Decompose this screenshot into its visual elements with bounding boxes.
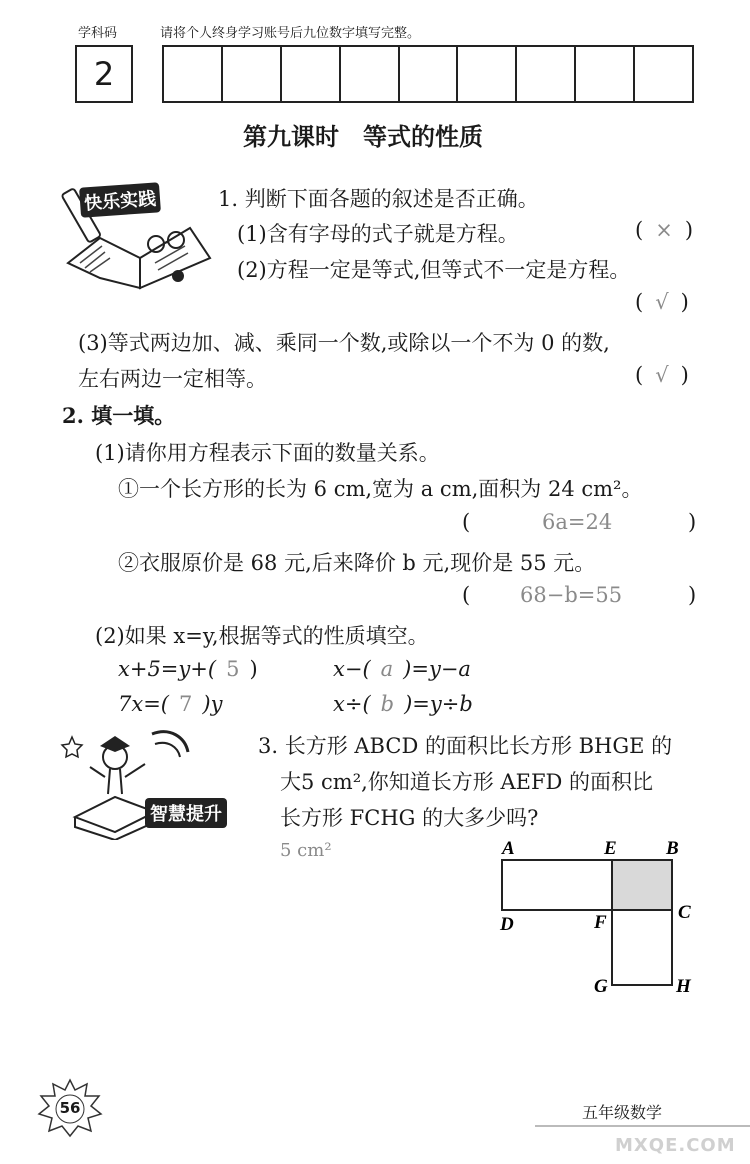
q3-line3: 长方形 FCHG 的大多少吗? (280, 806, 539, 830)
q2-eq1: x+5=y+( 5 ) (118, 657, 258, 681)
label-a: A (502, 838, 515, 859)
account-digit-box[interactable] (341, 47, 400, 101)
q2-a-answer[interactable]: 6a=24 (542, 510, 613, 534)
q2-eq2-answer[interactable]: a (380, 657, 394, 681)
q2-a-answer-group: ( 6a=24 ) (462, 510, 697, 534)
q1-s1-answer[interactable]: × (655, 218, 673, 242)
q2-eq2: x−( a )=y−a (333, 657, 471, 681)
footer-grade-subject: 五年级数学 (582, 1103, 663, 1122)
account-digit-box[interactable] (517, 47, 576, 101)
footer-watermark: MXQE.COM (615, 1135, 736, 1156)
wisdom-logo: 智慧提升 (145, 798, 227, 828)
q2-eq4: x÷( b )=y÷b (333, 692, 473, 716)
q2-p2: (2)如果 x=y,根据等式的性质填空。 (95, 624, 429, 648)
account-digit-box[interactable] (282, 47, 341, 101)
q1-s1: (1)含有字母的式子就是方程。 (237, 222, 519, 246)
label-f: F (594, 912, 607, 933)
q1-s3-line2: 左右两边一定相等。 (78, 367, 267, 391)
account-digit-box[interactable] (164, 47, 223, 101)
shaded-square-ebcf (612, 860, 672, 910)
q3-line2: 大5 cm²,你知道长方形 AEFD 的面积比 (280, 770, 654, 794)
q2-b-answer[interactable]: 68−b=55 (520, 583, 623, 607)
label-b: B (666, 838, 679, 859)
account-digit-box[interactable] (458, 47, 517, 101)
practice-logo: 快乐实践 (79, 182, 161, 218)
q2-b-text: ②衣服原价是 68 元,后来降价 b 元,现价是 55 元。 (118, 551, 596, 575)
label-e: E (604, 838, 617, 859)
q1-s3-line1: (3)等式两边加、减、乘同一个数,或除以一个不为 0 的数, (78, 331, 610, 355)
q2-eq4-answer[interactable]: b (380, 692, 395, 716)
q1-stem: 1. 判断下面各题的叙述是否正确。 (218, 187, 539, 211)
account-digit-box[interactable] (223, 47, 282, 101)
q1-s1-answer-group: ( × ) (635, 218, 694, 242)
account-instruction: 请将个人终身学习账号后九位数字填写完整。 (160, 26, 421, 41)
subject-code-value: 2 (93, 55, 115, 93)
q2-eq3-answer[interactable]: 7 (179, 692, 193, 716)
subject-code-box[interactable] (75, 45, 133, 103)
q3-line1: 3. 长方形 ABCD 的面积比长方形 BHGE 的 (258, 734, 673, 758)
label-d: D (500, 914, 514, 935)
label-c: C (678, 902, 691, 923)
q1-s3-answer[interactable]: √ (655, 363, 669, 387)
account-digit-box[interactable] (576, 47, 635, 101)
q3-answer[interactable]: 5 cm² (280, 840, 332, 861)
label-g: G (594, 976, 608, 997)
q1-s2-answer-group: ( √ ) (635, 290, 689, 314)
q2-eq1-answer[interactable]: 5 (226, 657, 240, 681)
account-number-boxes[interactable] (162, 45, 694, 103)
q2-eq3: 7x=( 7 )y (118, 692, 223, 716)
q2-stem: 2. 填一填。 (62, 403, 176, 428)
account-digit-box[interactable] (400, 47, 459, 101)
label-h: H (676, 976, 691, 997)
q2-b-answer-group: ( 68−b=55 ) (462, 583, 697, 607)
rectangle-figure (490, 830, 710, 1000)
footer-divider (535, 1125, 750, 1127)
lesson-title: 第九课时 等式的性质 (243, 123, 483, 151)
q1-s2: (2)方程一定是等式,但等式不一定是方程。 (237, 258, 631, 282)
q1-s2-answer[interactable]: √ (655, 290, 669, 314)
q1-s3-answer-group: ( √ ) (635, 363, 689, 387)
subject-code-label: 学科码 (78, 26, 118, 41)
page-number: 56 (59, 1099, 81, 1117)
q2-a-text: ①一个长方形的长为 6 cm,宽为 a cm,面积为 24 cm²。 (118, 477, 643, 501)
account-digit-box[interactable] (635, 47, 692, 101)
q2-p1: (1)请你用方程表示下面的数量关系。 (95, 441, 440, 465)
